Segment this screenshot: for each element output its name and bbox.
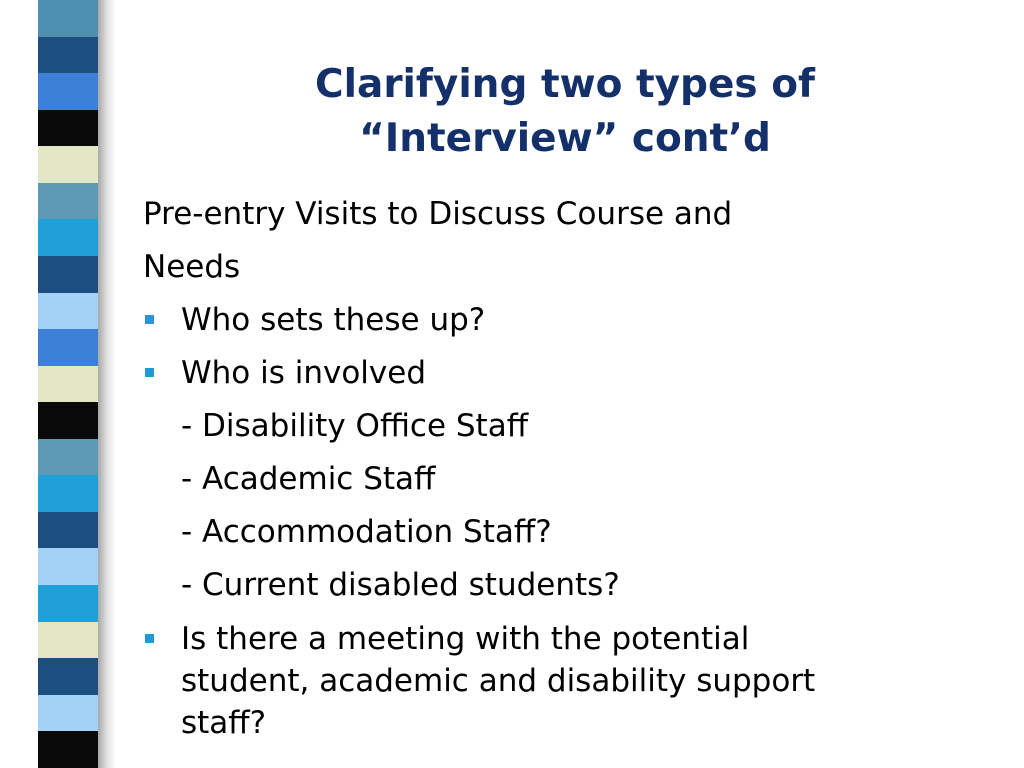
stripe-band bbox=[38, 219, 98, 256]
stripe-band bbox=[38, 731, 98, 768]
stripe-band bbox=[38, 366, 98, 403]
bullet-text-line-2: student, academic and disability support bbox=[181, 663, 816, 699]
stripe-band bbox=[38, 548, 98, 585]
stripe-band bbox=[38, 0, 98, 37]
bullet-text: Who is involved bbox=[181, 355, 427, 391]
stripe-band bbox=[38, 146, 98, 183]
stripe-band bbox=[38, 512, 98, 549]
slide-body bbox=[143, 188, 963, 744]
stripe-band bbox=[38, 256, 98, 293]
square-bullet-icon bbox=[145, 368, 154, 377]
sub-item: - Disability Office Staff bbox=[181, 408, 529, 444]
stripe-band bbox=[38, 622, 98, 659]
intro-line-1: Pre-entry Visits to Discuss Course and bbox=[143, 196, 733, 232]
square-bullet-icon bbox=[145, 634, 154, 643]
title-line-2: “Interview” cont’d bbox=[359, 116, 771, 161]
stripe-band bbox=[38, 293, 98, 330]
stripe-band bbox=[38, 73, 98, 110]
sub-item: - Accommodation Staff? bbox=[181, 514, 552, 550]
stripe-band bbox=[38, 329, 98, 366]
decorative-stripe bbox=[38, 0, 98, 768]
stripe-band bbox=[38, 658, 98, 695]
stripe-band bbox=[38, 402, 98, 439]
stripe-band bbox=[38, 475, 98, 512]
stripe-band bbox=[38, 110, 98, 147]
stripe-band bbox=[38, 439, 98, 476]
bullet-item bbox=[143, 294, 963, 347]
stripe-band bbox=[38, 695, 98, 732]
bullet-text: Who sets these up? bbox=[181, 302, 486, 338]
sub-item: - Current disabled students? bbox=[181, 567, 620, 603]
bullet-text-line-1: Is there a meeting with the potential bbox=[181, 621, 750, 657]
stripe-band bbox=[38, 183, 98, 220]
stripe-band bbox=[38, 37, 98, 74]
slide-title bbox=[200, 58, 930, 166]
intro-line-2: Needs bbox=[143, 249, 241, 285]
bullet-item bbox=[143, 347, 963, 400]
bullet-text-line-3: staff? bbox=[181, 705, 267, 741]
title-line-1: Clarifying two types of bbox=[315, 62, 815, 107]
bullet-item bbox=[143, 612, 963, 744]
stripe-shadow bbox=[98, 0, 116, 768]
square-bullet-icon bbox=[145, 315, 154, 324]
stripe-band bbox=[38, 585, 98, 622]
sub-item: - Academic Staff bbox=[181, 461, 436, 497]
